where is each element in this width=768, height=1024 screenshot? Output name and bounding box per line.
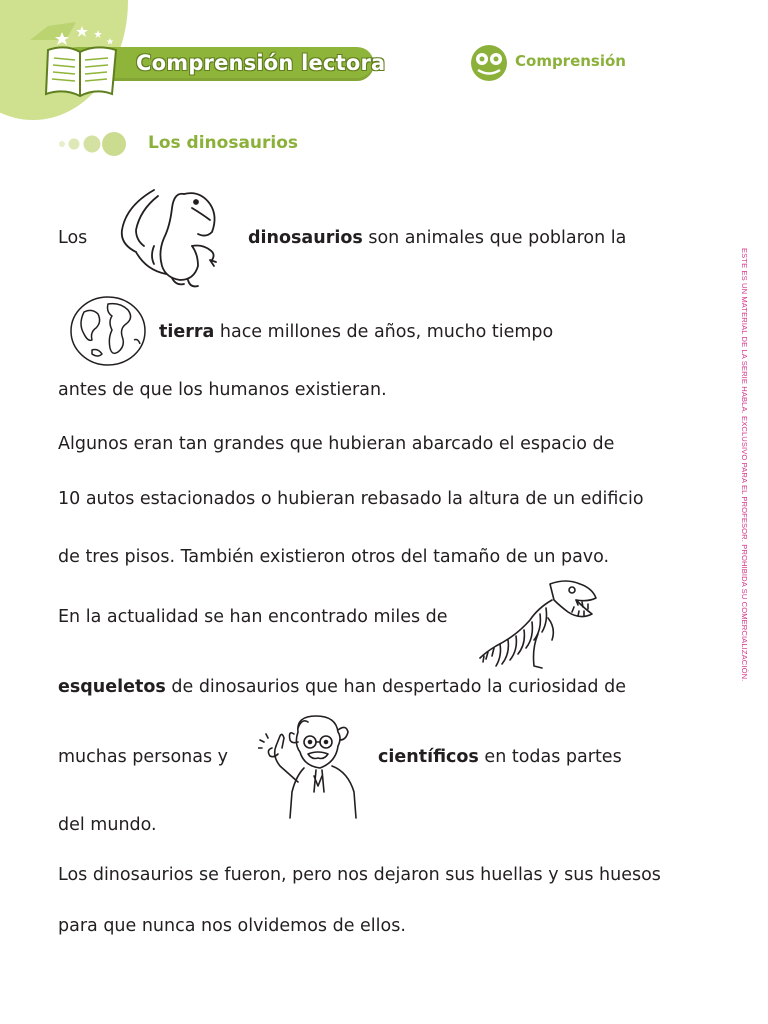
section-type-label: Comprensión xyxy=(515,52,626,70)
text-line-3: antes de que los humanos existieran. xyxy=(58,380,387,400)
keyword-tierra: tierra xyxy=(159,322,215,342)
text-line-2b: hace millones de años, mucho tiempo xyxy=(214,322,554,342)
text-line-9a: muchas personas y xyxy=(58,747,229,767)
keyword-dinosaurios: dinosaurios xyxy=(248,228,363,248)
earth-globe-icon xyxy=(68,294,148,368)
text-line-11: Los dinosaurios se fueron, pero nos dejaron sus huellas y sus huesos xyxy=(58,865,661,885)
section-title: Los dinosaurios xyxy=(148,133,299,153)
text-line-9c: en todas partes xyxy=(478,747,622,767)
text-line-8b: de dinosaurios que han despertado la curiosidad de xyxy=(165,677,626,697)
text-line-4: Algunos eran tan grandes que hubieran abarcado el espacio de xyxy=(58,434,615,454)
text-line-9b xyxy=(378,745,622,769)
text-line-2 xyxy=(159,320,553,344)
page-header-title: Comprensión lectora xyxy=(136,51,386,75)
text-line-12: para que nunca nos olvidemos de ellos. xyxy=(58,916,406,936)
text-line-10: del mundo. xyxy=(58,815,157,835)
text-line-5: 10 autos estacionados o hubieran rebasado la altura de un edificio xyxy=(58,489,644,509)
dinosaur-icon xyxy=(106,186,226,290)
text-line-8 xyxy=(58,675,626,699)
text-line-1c: son animales que poblaron la xyxy=(362,228,627,248)
copyright-side-note: ESTE ES UN MATERIAL DE LA SERIE HABLA. EXCLUSIVO PARA EL PROFESOR. PROHIBIDA SU COMERCIALIZACIÓN. xyxy=(740,248,749,682)
open-book-icon xyxy=(26,20,126,102)
text-line-7: En la actualidad se han encontrado miles de xyxy=(58,607,448,627)
keyword-cientificos: científicos xyxy=(378,747,479,767)
dinosaur-skeleton-icon xyxy=(476,574,602,672)
text-line-6: de tres pisos. También existieron otros del tamaño de un pavo. xyxy=(58,547,610,567)
keyword-esqueletos: esqueletos xyxy=(58,677,166,697)
text-line-1b xyxy=(248,226,626,250)
scientist-icon xyxy=(258,712,364,820)
decorative-dots xyxy=(58,129,142,159)
text-line-1a: Los xyxy=(58,228,88,248)
comprension-icon xyxy=(470,44,508,82)
